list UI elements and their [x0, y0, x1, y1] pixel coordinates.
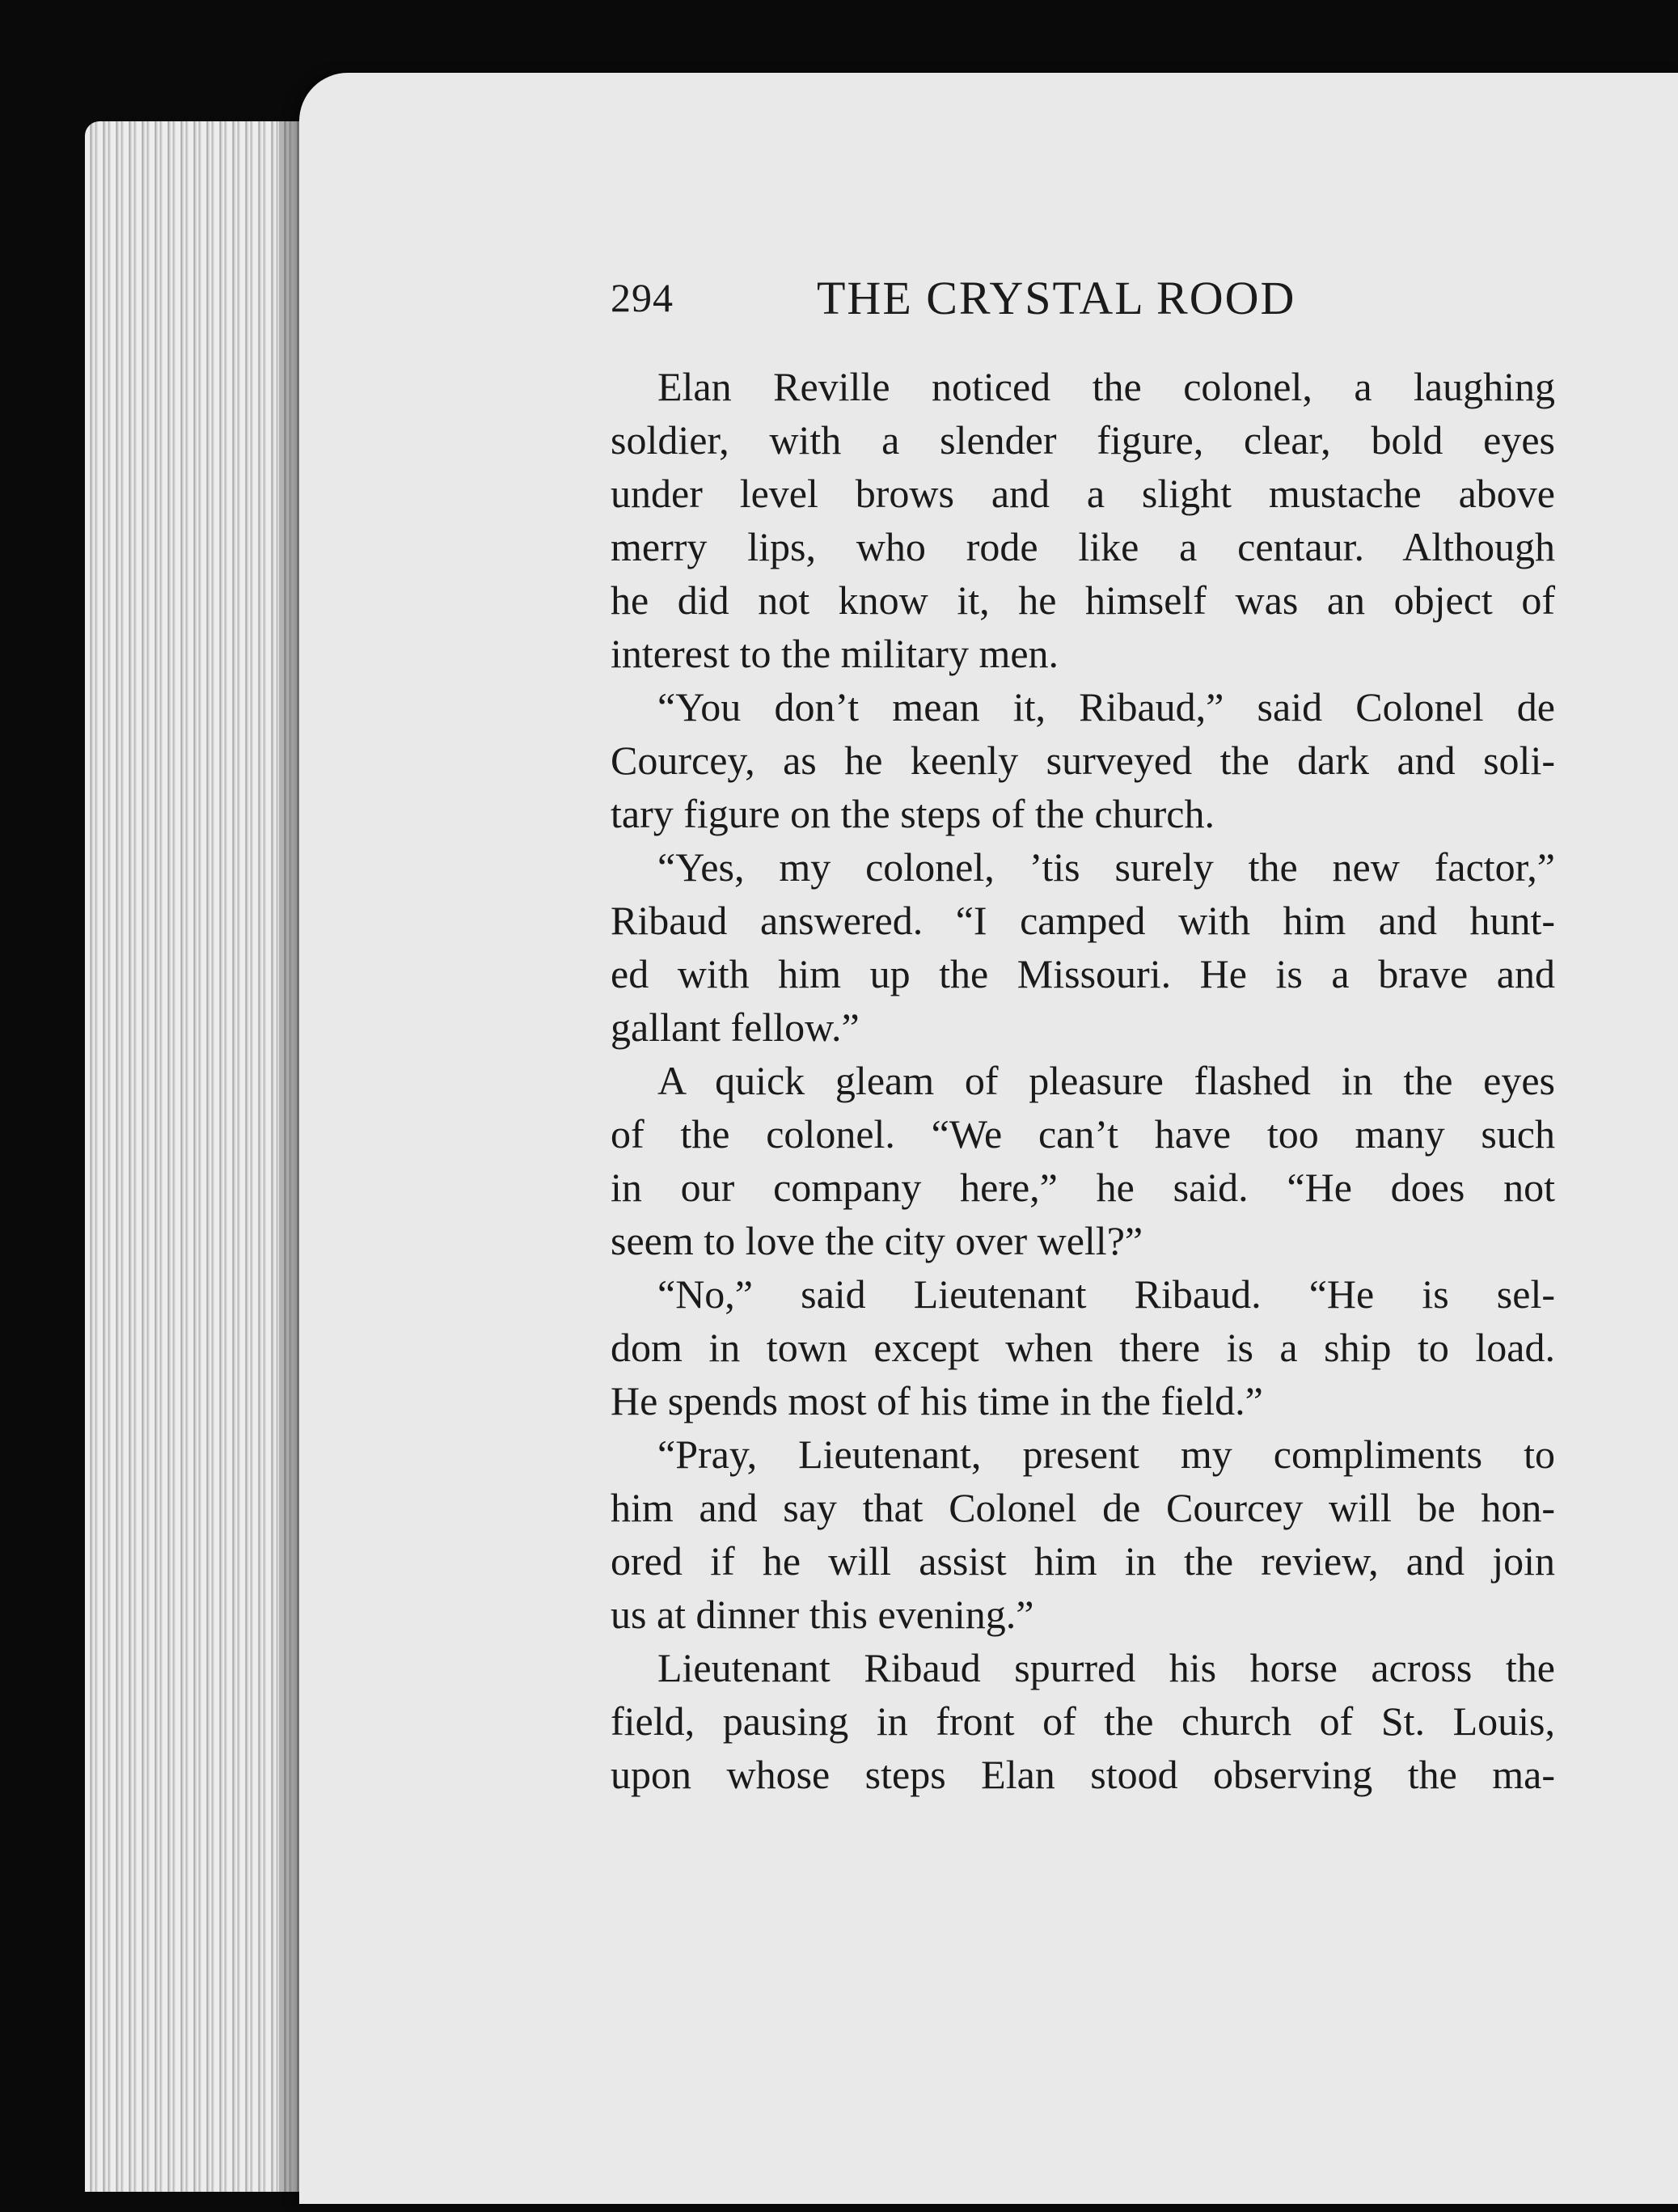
text-line: seem to love the city over well?” — [611, 1218, 1143, 1263]
text-line: gallant fellow.” — [611, 1004, 860, 1050]
text-line: “No,” said Lieutenant Ribaud. “He is sel- — [657, 1271, 1555, 1317]
text-line: under level brows and a slight mustache above — [611, 471, 1555, 516]
text-line: “Pray, Lieutenant, present my compliments to — [657, 1432, 1555, 1477]
text-line: A quick gleam of pleasure flashed in the eyes — [657, 1058, 1555, 1103]
text-line: Courcey, as he keenly surveyed the dark and soli- — [611, 738, 1555, 783]
text-line: Ribaud answered. “I camped with him and hunt- — [611, 898, 1555, 943]
text-line: Elan Reville noticed the colonel, a laughing — [657, 364, 1555, 409]
text-line: ored if he will assist him in the review, and join — [611, 1538, 1555, 1584]
text-line: upon whose steps Elan stood observing the ma- — [611, 1752, 1555, 1797]
text-line: “You don’t mean it, Ribaud,” said Colonel de — [657, 684, 1555, 730]
running-header — [611, 271, 1419, 336]
text-line: us at dinner this evening.” — [611, 1592, 1034, 1637]
text-line: “Yes, my colonel, ’tis surely the new factor,” — [657, 844, 1555, 890]
text-line: Lieutenant Ribaud spurred his horse across the — [657, 1645, 1555, 1690]
text-line: merry lips, who rode like a centaur. Although — [611, 524, 1555, 569]
text-line: tary figure on the steps of the church. — [611, 791, 1215, 836]
text-line: interest to the military men. — [611, 631, 1059, 676]
text-line: he did not know it, he himself was an object of — [611, 577, 1555, 623]
page-number: 294 — [611, 275, 674, 320]
text-line: field, pausing in front of the church of St. Louis, — [611, 1698, 1555, 1744]
text-line: him and say that Colonel de Courcey will be hon- — [611, 1485, 1555, 1530]
text-line: of the colonel. “We can’t have too many such — [611, 1111, 1555, 1157]
book-page-edges — [85, 121, 328, 2192]
text-line: He spends most of his time in the field.” — [611, 1378, 1263, 1423]
body-text — [611, 360, 1555, 1801]
text-line: dom in town except when there is a ship to load. — [611, 1325, 1555, 1370]
running-title: THE CRYSTAL ROOD — [817, 272, 1296, 324]
text-line: soldier, with a slender figure, clear, bold eyes — [611, 417, 1555, 463]
text-line: ed with him up the Missouri. He is a brave and — [611, 951, 1555, 996]
text-line: in our company here,” he said. “He does not — [611, 1165, 1555, 1210]
